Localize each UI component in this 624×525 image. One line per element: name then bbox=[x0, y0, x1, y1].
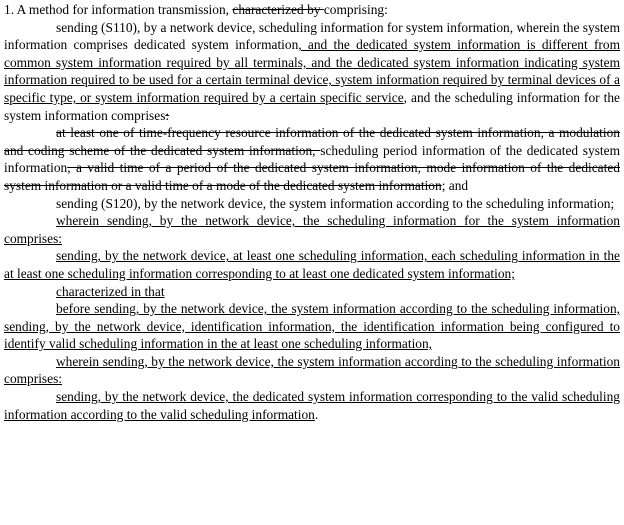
inserted-paragraph-characterized bbox=[4, 283, 620, 301]
inserted-paragraph-system-info bbox=[4, 353, 620, 388]
body-text: sending (S110), by a network device, scheduling information for system information, wherein the system information comprises dedicated system information bbox=[4, 19, 620, 53]
deleted-text: at least one of time-frequency resource information of the dedicated system information, a modulation and coding scheme of the dedicated system information, bbox=[4, 125, 620, 158]
deleted-text: : bbox=[165, 107, 170, 123]
deleted-text: characterized by bbox=[232, 2, 324, 17]
body-text: , and the scheduling information for the system information comprises bbox=[4, 89, 620, 123]
inserted-text: before sending, by the network device, the system information according to the scheduling information, sending, by the network device, identification information, the identification information being configured to identify valid scheduling information in the at least one scheduling information, bbox=[4, 301, 620, 352]
body-text: sending (S120), by the network device, the system information according to the scheduling information bbox=[56, 195, 611, 211]
inserted-paragraph-scheduling bbox=[4, 247, 620, 282]
claim-text bbox=[4, 1, 620, 423]
claim-step-s120 bbox=[4, 195, 620, 213]
claim-step-s110 bbox=[4, 19, 620, 125]
inserted-text: ; bbox=[610, 195, 615, 211]
inserted-text: sending, by the network device, the dedicated system information corresponding to the valid scheduling information according to the valid scheduling information bbox=[4, 389, 620, 422]
body-text: . bbox=[314, 406, 319, 422]
title-text: comprising: bbox=[323, 2, 388, 17]
inserted-paragraph-identification bbox=[4, 300, 620, 353]
title-text: 1. A method for information transmission, bbox=[4, 2, 233, 17]
inserted-text: sending, by the network device, at least one scheduling information, each scheduling information in the at least one scheduling information corresponding to at least one dedicated system information; bbox=[4, 248, 620, 281]
inserted-paragraph-wherein bbox=[4, 212, 620, 247]
inserted-text: , and the dedicated system information is different from common system information required by all terminals, and the dedicated system information indicating system information required to be used for a certain terminal device, system information required by terminal devices of a specific type, or system information required by a certain specific service bbox=[4, 37, 620, 105]
inserted-text: characterized in that bbox=[56, 283, 165, 299]
inserted-text: wherein sending, by the network device, the scheduling information for the system information comprises: bbox=[4, 213, 620, 246]
deleted-text: , a valid time of a period of the dedicated system information, mode information of the dedicated system information or a valid time of a mode of the dedicated system information bbox=[4, 160, 620, 193]
claim-scheduling-content bbox=[4, 124, 620, 194]
claim-title bbox=[4, 1, 620, 19]
body-text: ; and bbox=[441, 177, 469, 193]
inserted-paragraph-dedicated bbox=[4, 388, 620, 423]
inserted-text: wherein sending, by the network device, the system information according to the scheduling information comprises: bbox=[4, 353, 620, 387]
body-text: scheduling period information of the dedicated system information bbox=[4, 142, 621, 176]
